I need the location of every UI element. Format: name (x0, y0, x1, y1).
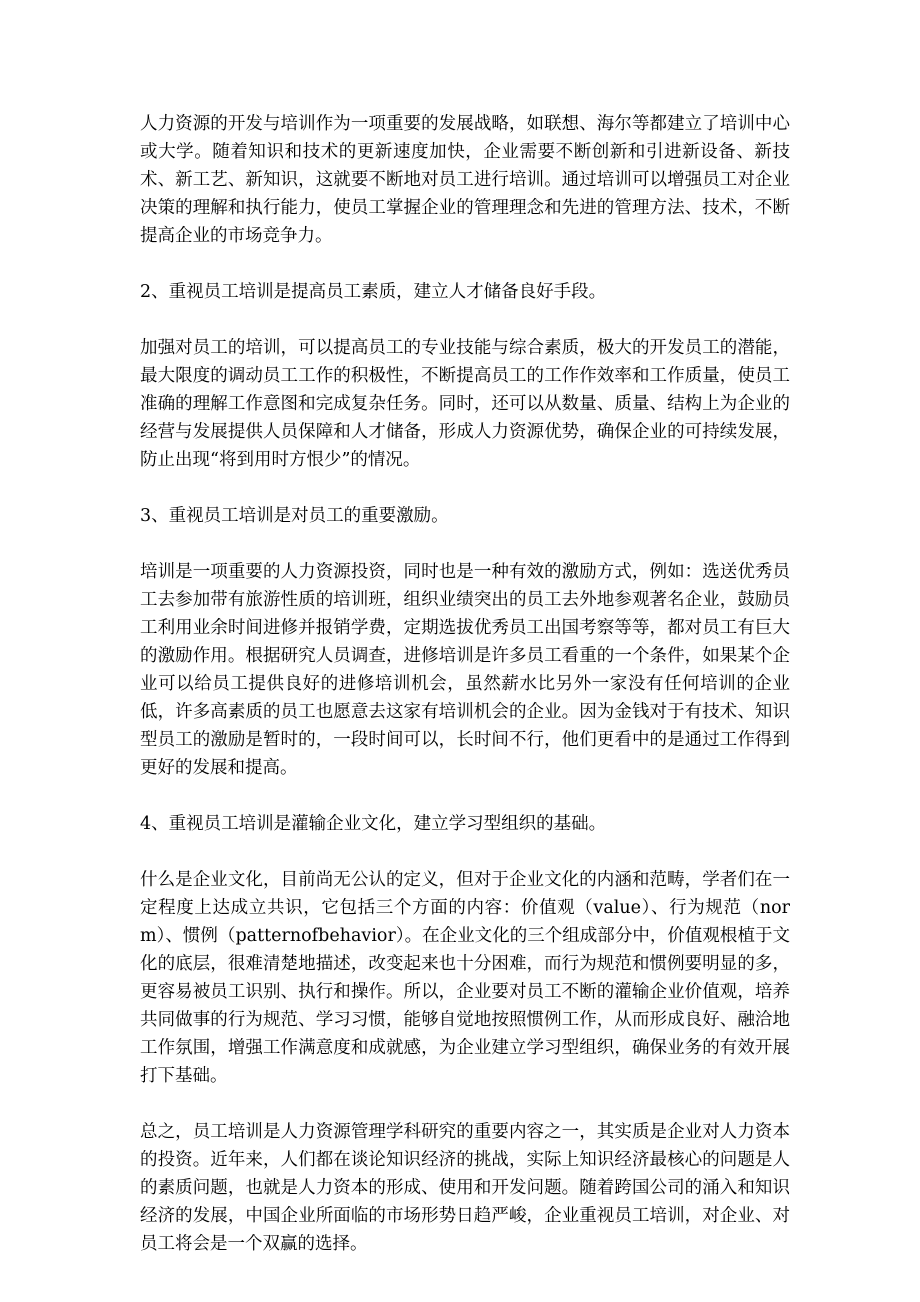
document-body (140, 110, 790, 1286)
paragraph-conclusion: 总之，员工培训是人力资源管理学科研究的重要内容之一，其实质是企业对人力资本的投资。近年来，人们都在谈论知识经济的挑战，实际上知识经济最核心的问题是人的素质问题，也就是人力资本的形成、使用和开发问题。随着跨国公司的涌入和知识经济的发展，中国企业所面临的市场形势日趋严峻，企业重视员工培训，对企业、对员工将会是一个双赢的选择。 (140, 1122, 790, 1254)
paragraph-corporate-culture: 什么是企业文化，目前尚无公认的定义，但对于企业文化的内涵和范畴，学者们在一定程度上达成立共识，它包括三个方面的内容：价值观（value）、行为规范（norm）、惯例（patternofbehavior）。在企业文化的三个组成部分中，价值观根植于文化的底层，很难清楚地描述，改变起来也十分困难，而行为规范和惯例要明显的多，更容易被员工识别、执行和操作。所以，企业要对员工不断的灌输企业价值观，培养共同做事的行为规范、学习习惯，能够自觉地按照惯例工作，从而形成良好、融洽地工作氛围，增强工作满意度和成就感，为企业建立学习型组织，确保业务的有效开展打下基础。 (140, 870, 790, 1086)
heading-section-3: 3、重视员工培训是对员工的重要激励。 (140, 506, 449, 526)
heading-section-2: 2、重视员工培训是提高员工素质，建立人才储备良好手段。 (140, 282, 607, 302)
paragraph-training-strategy: 人力资源的开发与培训作为一项重要的发展战略，如联想、海尔等都建立了培训中心或大学。随着知识和技术的更新速度加快，企业需要不断创新和引进新设备、新技术、新工艺、新知识，这就要不断地对员工进行培训。通过培训可以增强员工对企业决策的理解和执行能力，使员工掌握企业的管理理念和先进的管理方法、技术，不断提高企业的市场竞争力。 (140, 114, 790, 246)
heading-section-4: 4、重视员工培训是灌输企业文化，建立学习型组织的基础。 (140, 814, 607, 834)
paragraph-motivation: 培训是一项重要的人力资源投资，同时也是一种有效的激励方式，例如：选送优秀员工去参加带有旅游性质的培训班，组织业绩突出的员工去外地参观著名企业，鼓励员工利用业余时间进修并报销学费，定期选拔优秀员工出国考察等等，都对员工有巨大的激励作用。根据研究人员调查，进修培训是许多员工看重的一个条件，如果某个企业可以给员工提供良好的进修培训机会，虽然薪水比另外一家没有任何培训的企业低，许多高素质的员工也愿意去这家有培训机会的企业。因为金钱对于有技术、知识型员工的激励是暂时的，一段时间可以，长时间不行，他们更看中的是通过工作得到更好的发展和提高。 (140, 562, 790, 778)
paragraph-employee-quality: 加强对员工的培训，可以提高员工的专业技能与综合素质，极大的开发员工的潜能，最大限度的调动员工工作的积极性，不断提高员工的工作作效率和工作质量，使员工准确的理解工作意图和完成复杂任务。同时，还可以从数量、质量、结构上为企业的经营与发展提供人员保障和人才储备，形成人力资源优势，确保企业的可持续发展，防止出现“将到用时方恨少”的情况。 (140, 338, 790, 470)
